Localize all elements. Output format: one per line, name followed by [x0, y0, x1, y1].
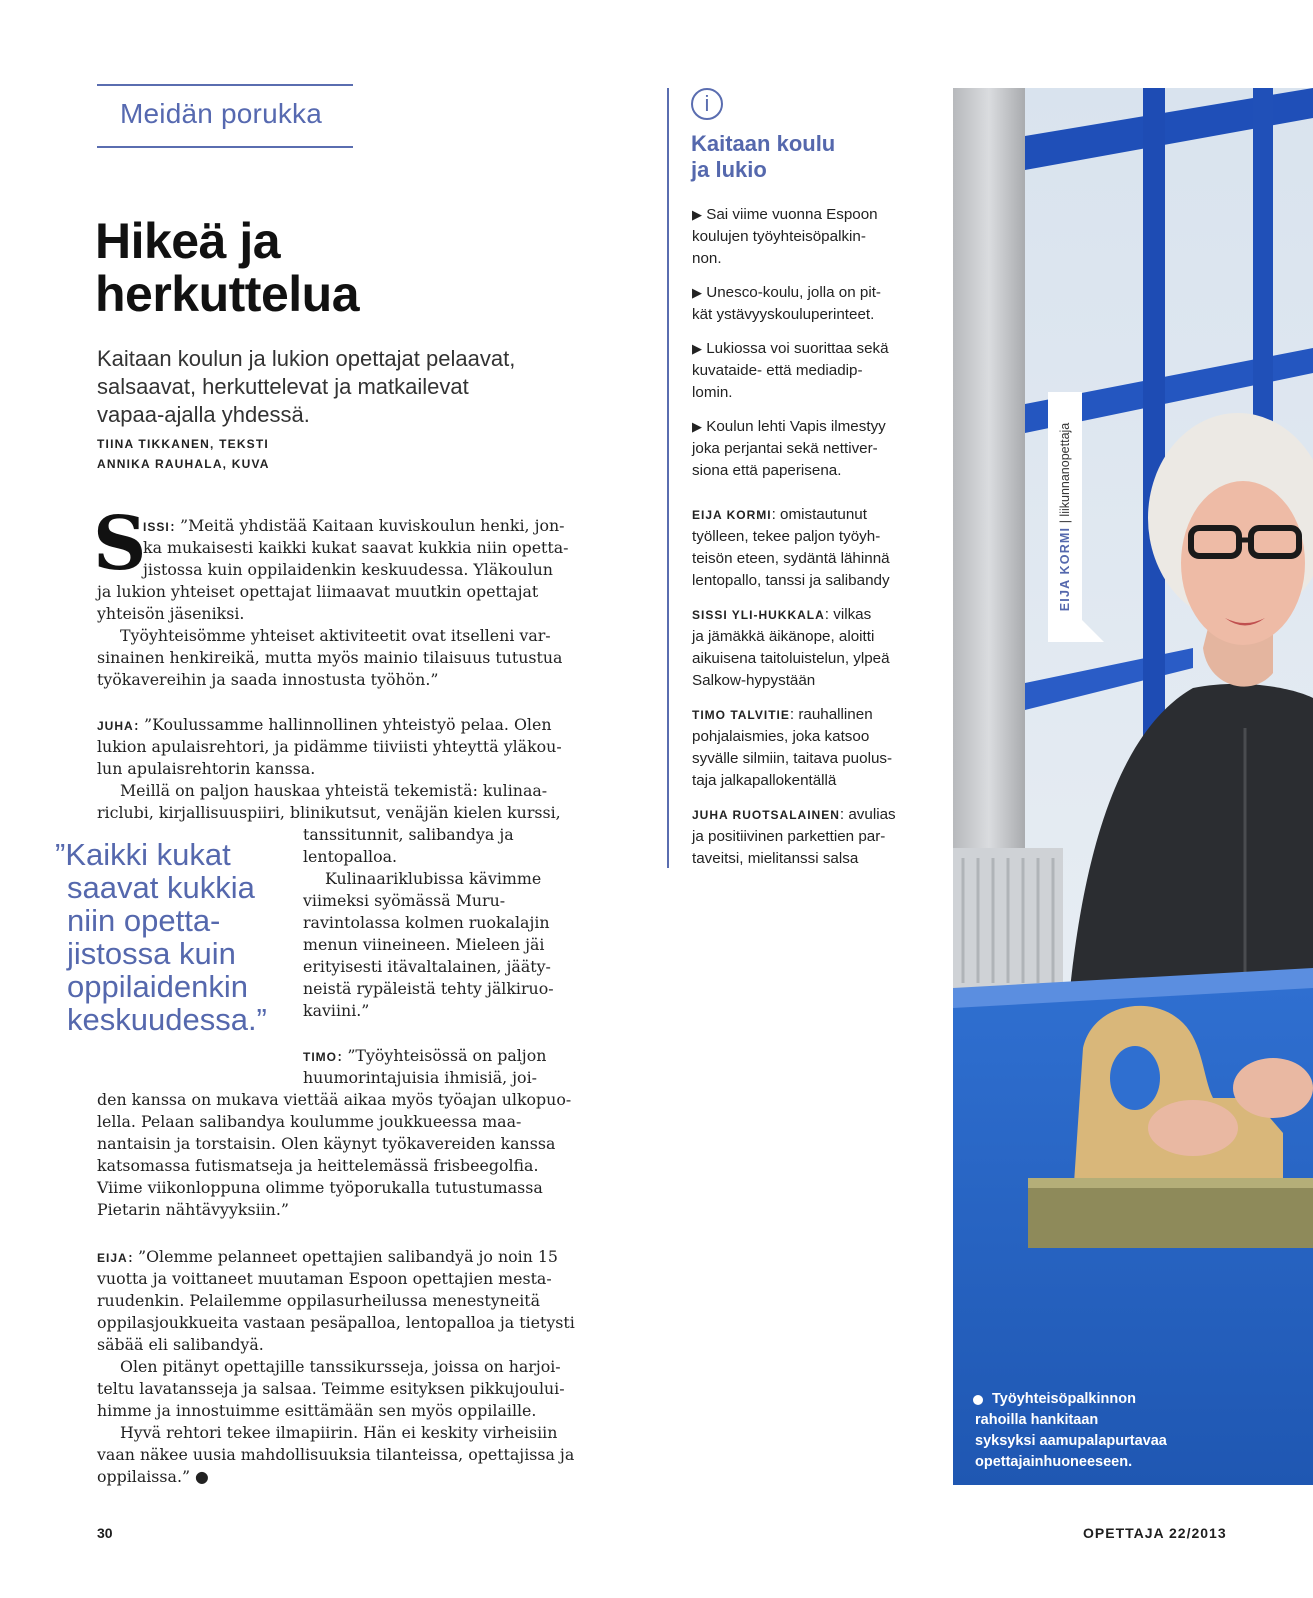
arrow-right-icon: ▶ — [692, 341, 702, 356]
body-line: ruudenkin. Pelailemme oppilasurheilussa menestyneitä — [97, 1291, 541, 1310]
magazine-issue: OPETTAJA 22/2013 — [1083, 1525, 1227, 1541]
photo-tag — [1058, 423, 1072, 612]
lede-line: salsaavat, herkuttelevat ja matkailevat — [97, 374, 469, 399]
photo-caption-line: Työyhteisöpalkinnon — [992, 1391, 1136, 1407]
photo-tag-name: EIJA KORMI — [1058, 526, 1072, 612]
body-line: viimeksi syömässä Muru- — [303, 891, 506, 910]
credit-photo: ANNIKA RAUHALA, KUVA — [97, 457, 270, 471]
body-line: jistossa kuin oppilaidenkin keskuudessa. Yläkoulun — [143, 560, 553, 579]
headline-line: Hikeä ja — [95, 213, 281, 269]
headline-line: herkuttelua — [95, 266, 360, 322]
credit-text: TIINA TIKKANEN, TEKSTI — [97, 437, 269, 451]
info-bullet: ▶ Unesco-koulu, jolla on pit- — [692, 284, 881, 301]
body-line: Pietarin nähtävyyksiin.” — [97, 1200, 289, 1219]
info-bullet-line: kuvataide- että mediadip- — [692, 362, 863, 379]
speaker-name: ISSI — [143, 520, 170, 534]
headline — [95, 215, 515, 321]
body-line: oppilasjoukkueita vastaan pesäpalloa, lentopalloa ja tietysti — [97, 1313, 575, 1332]
body-line: huumorintajuisia ihmisiä, joi- — [303, 1068, 537, 1087]
photo-tag-role: liikunnanopettaja — [1058, 422, 1072, 517]
info-bullet: ▶ Lukiossa voi suorittaa sekä — [692, 340, 889, 357]
body-line: ISSI: ”Meitä yhdistää Kaitaan kuviskoulun henki, jon- — [143, 516, 565, 535]
person-line: syvälle silmiin, taitava puolus- — [692, 750, 893, 767]
info-icon: i — [691, 88, 723, 120]
body-line: JUHA: ”Koulussamme hallinnollinen yhteistyö pelaa. Olen — [97, 715, 552, 734]
pull-quote-line: oppilaidenkin — [67, 969, 248, 1004]
body-line: vuotta ja voittaneet muutaman Espoon opettajien mesta- — [97, 1269, 552, 1288]
caption-bullet-icon — [973, 1395, 983, 1405]
person-entry: SISSI YLI-HUKKALA: vilkas — [692, 606, 872, 623]
person-line: aikuisena taitoluistelun, ylpeä — [692, 650, 890, 667]
body-line: lun apulaisrehtorin kanssa. — [97, 759, 316, 778]
body-line: erityisesti itävaltalainen, jääty- — [303, 957, 551, 976]
pull-quote — [55, 838, 285, 1036]
body-line: säbää eli salibandyä. — [97, 1335, 264, 1354]
person-name: EIJA KORMI — [692, 508, 772, 522]
info-box-rule — [667, 88, 669, 868]
person-line: pohjalaismies, joka katsoo — [692, 728, 870, 745]
photo-caption-line: opettajainhuoneeseen. — [975, 1454, 1133, 1470]
body-line: riclubi, kirjallisuuspiiri, blinikutsut, venäjän kielen kurssi, — [97, 803, 561, 822]
lede-line: Kaitaan koulun ja lukion opettajat pelaavat, — [97, 346, 516, 371]
speaker-name: EIJA — [97, 1251, 128, 1265]
info-bullet: ▶ Sai viime vuonna Espoon — [692, 206, 878, 223]
body-line: teltu lavatansseja ja salsaa. Teimme esityksen pikkujoului- — [97, 1379, 565, 1398]
info-bullet-line: kät ystävyyskouluperinteet. — [692, 306, 875, 323]
pull-quote-line: saavat kukkia — [67, 870, 255, 905]
section-label: Meidän porukka — [120, 98, 323, 129]
arrow-right-icon: ▶ — [692, 419, 702, 434]
page-number: 30 — [97, 1525, 113, 1541]
info-bullet-line: koulujen työyhteisöpalkin- — [692, 228, 866, 245]
person-name: JUHA RUOTSALAINEN — [692, 808, 840, 822]
body-line: Meillä on paljon hauskaa yhteistä tekemistä: kulinaa- — [120, 781, 548, 800]
body-line: nantaisin ja torstaisin. Olen käynyt työkavereiden kanssa — [97, 1134, 556, 1153]
body-line: EIJA: ”Olemme pelanneet opettajien salibandyä jo noin 15 — [97, 1247, 558, 1266]
body-line: lentopalloa. — [303, 847, 398, 866]
body-line: Kulinaariklubissa kävimme — [325, 869, 542, 888]
body-line: Viime viikonloppuna olimme työporukalla tutustumassa — [97, 1178, 543, 1197]
pull-quote-line: keskuudessa.” — [67, 1002, 267, 1037]
body-line: ravintolassa kolmen ruokalajin — [303, 913, 550, 932]
person-name: SISSI YLI-HUKKALA — [692, 608, 825, 622]
body-line: Olen pitänyt opettajille tanssikursseja, joissa on harjoi- — [120, 1357, 561, 1376]
person-line: taja jalkapallokentällä — [692, 772, 837, 789]
body-line: himme ja innostuimme esittämään sen myös oppilaille. — [97, 1401, 537, 1420]
pull-quote-line: jistossa kuin — [67, 936, 236, 971]
speaker-name: JUHA — [97, 719, 134, 733]
info-bullet-line: non. — [692, 250, 722, 267]
lede — [97, 345, 557, 429]
pull-quote-line: niin opetta- — [67, 903, 221, 938]
person-line: työlleen, tekee paljon työyh- — [692, 528, 881, 545]
person-line: taveitsi, mielitanssi salsa — [692, 850, 859, 867]
info-title-line: Kaitaan koulu — [691, 131, 836, 156]
info-bullet-line: siona että paperisena. — [692, 462, 842, 479]
body-line: Hyvä rehtori tekee ilmapiirin. Hän ei keskity virheisiin — [120, 1423, 558, 1442]
body-line: ja lukion yhteiset opettajat liimaavat muutkin opettajat — [97, 582, 539, 601]
person-entry: EIJA KORMI: omistautunut — [692, 506, 867, 523]
body-line: lella. Pelaan salibandya koulumme joukkueessa maa- — [97, 1112, 522, 1131]
person-entry: JUHA RUOTSALAINEN: avulias — [692, 806, 896, 823]
info-bullet-line: joka perjantai sekä nettiver- — [692, 440, 878, 457]
pull-quote-line: ”Kaikki kukat — [55, 837, 231, 872]
body-line: Työyhteisömme yhteiset aktiviteetit ovat itselleni var- — [120, 626, 551, 645]
person-name: TIMO TALVITIE — [692, 708, 790, 722]
photo-caption-line: rahoilla hankitaan — [975, 1412, 1099, 1428]
body-line: den kanssa on mukava viettää aikaa myös työajan ulkopuo- — [97, 1090, 572, 1109]
info-bullet-line: lomin. — [692, 384, 733, 401]
portrait-photo — [953, 88, 1313, 1485]
person-line: teisön eteen, sydäntä lähinnä — [692, 550, 890, 567]
body-line: tanssitunnit, salibandya ja — [303, 825, 514, 844]
photo-tag-separator: | — [1058, 516, 1072, 527]
lede-line: vapaa-ajalla yhdessä. — [97, 402, 310, 427]
body-line: ka mukaisesti kaikki kukat saavat kukkia niin opetta- — [143, 538, 569, 557]
body-line: katsomassa futismatseja ja heittelemässä frisbeegolfia. — [97, 1156, 539, 1175]
body-line: yhteisön jäseniksi. — [97, 604, 245, 623]
body-line: lukion apulaisrehtori, ja pidämme tiiviisti yhteyttä yläkou- — [97, 737, 562, 756]
body-line: TIMO: ”Työyhteisössä on paljon — [303, 1046, 547, 1065]
body-line: menun viineineen. Mieleen jäi — [303, 935, 545, 954]
person-line: ja jämäkkä äikänope, aloitti — [692, 628, 875, 645]
photo-tag-ear — [1082, 620, 1104, 642]
person-entry: TIMO TALVITIE: rauhallinen — [692, 706, 873, 723]
person-line: Salkow-hypystään — [692, 672, 816, 689]
person-line: ja positiivinen parkettien par- — [692, 828, 886, 845]
body-line: kaviini.” — [303, 1001, 370, 1020]
arrow-right-icon: ▶ — [692, 207, 702, 222]
body-line: oppilaissa.” ● — [97, 1467, 209, 1486]
photo-caption-line: syksyksi aamupalapurtavaa — [975, 1433, 1167, 1449]
body-line: työkavereihin ja saada innostusta työhön.” — [97, 670, 439, 689]
info-box-title — [691, 131, 931, 183]
arrow-right-icon: ▶ — [692, 285, 702, 300]
person-line: lentopallo, tanssi ja salibandy — [692, 572, 890, 589]
drop-cap: S — [93, 501, 147, 587]
body-line: neistä rypäleistä tehty jälkiruo- — [303, 979, 554, 998]
info-bullet: ▶ Koulun lehti Vapis ilmestyy — [692, 418, 886, 435]
info-title-line: ja lukio — [691, 157, 767, 182]
body-line: sinainen henkireikä, mutta myös mainio tilaisuus tutustua — [97, 648, 563, 667]
speaker-name: TIMO — [303, 1050, 337, 1064]
portrait-illustration — [953, 88, 1313, 1485]
body-line: vaan näkee uusia mahdollisuuksia tilanteissa, opettajissa ja — [97, 1445, 575, 1464]
